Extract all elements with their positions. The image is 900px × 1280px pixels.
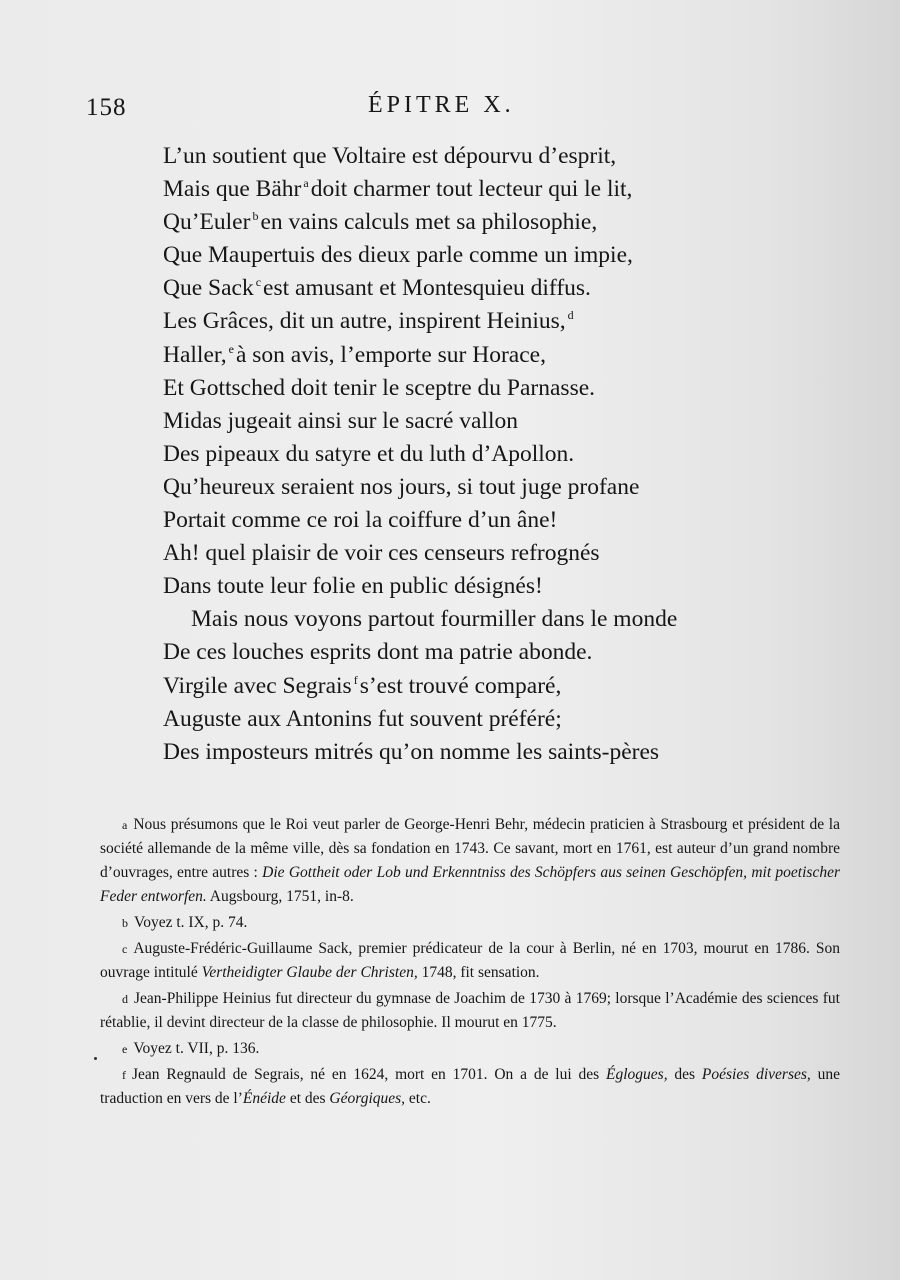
footnote-text: Jean Regnauld de Segrais, né en 1624, mort en 1701. On a de lui des — [132, 1066, 607, 1083]
verse-text: en vains calculs met sa philosophie, — [260, 209, 598, 236]
footnote-f — [100, 1063, 840, 1111]
page-header — [0, 92, 900, 128]
verse-line — [163, 670, 863, 703]
footnote-reference[interactable]: b — [252, 209, 259, 224]
verse-text: Haller, — [163, 341, 227, 368]
page-number: 158 — [86, 94, 127, 121]
verse-text: Des imposteurs mitrés qu’on nomme les saints-pères — [163, 738, 660, 765]
footnote-b — [100, 911, 840, 935]
verse-line — [163, 703, 863, 736]
verse-line — [163, 140, 863, 173]
footnote-d — [100, 987, 840, 1035]
verse-text: Ah! quel plaisir de voir ces censeurs refrognés — [163, 540, 600, 567]
verse-text: Que Maupertuis des dieux parle comme un impie, — [163, 242, 633, 269]
verse-line — [163, 438, 863, 471]
verse-text: Virgile avec Segrais — [163, 672, 352, 699]
footnote-a — [100, 813, 840, 909]
verse-text: Dans toute leur folie en public désignés! — [163, 573, 543, 600]
verse-line — [163, 372, 863, 405]
verse-line — [163, 239, 863, 272]
poem-verse — [163, 140, 863, 769]
footnote-marker: e — [122, 1042, 128, 1056]
verse-text: Auguste aux Antonins fut souvent préféré; — [163, 705, 562, 732]
verse-text: Qu’Euler — [163, 209, 251, 236]
verse-line — [163, 405, 863, 438]
footnote-text: une traduction en vers de l’ — [100, 1066, 840, 1107]
verse-text: Portait comme ce roi la coiffure d’un âne! — [163, 507, 558, 534]
footnote-title-italic: Die Gottheit oder Lob und Erkenntniss des Schöpfers aus seinen Geschöpfen, mit poetischer Feder entworfen. — [100, 864, 840, 905]
verse-text: s’est trouvé comparé, — [359, 672, 562, 699]
footnote-text: Voyez t. IX, p. 74. — [134, 914, 248, 931]
footnote-text: Auguste-Frédéric-Guillaume Sack, premier prédicateur de la cour à Berlin, né en 1703, mourut en 1786. Son ouvrage intitulé — [100, 940, 840, 981]
footnote-title-italic: Vertheidigter Glaube der Christen, — [201, 964, 418, 981]
verse-line — [163, 504, 863, 537]
footnote-marker: d — [122, 992, 128, 1006]
footnote-reference[interactable]: a — [303, 176, 309, 191]
verse-line — [163, 603, 863, 636]
footnote-e — [100, 1037, 840, 1061]
verse-line — [163, 471, 863, 504]
verse-line — [163, 206, 863, 239]
footnote-reference[interactable]: e — [228, 341, 234, 356]
footnote-title-italic: Énéide — [242, 1090, 286, 1107]
footnote-text: 1748, fit sensation. — [417, 964, 540, 981]
footnote-marker: a — [122, 818, 128, 832]
verse-line — [163, 537, 863, 570]
footnote-marker: b — [122, 916, 128, 930]
footnote-text: Nous présumons que le Roi veut parler de George-Henri Behr, médecin praticien à Strasbourg et président de la société allemande de la même ville, dès sa fondation en 1743. Ce savant, mort en 1761, est auteur d’un grand nombre d’ouvrages, entre autres : — [100, 816, 840, 881]
footnote-text: Augsbourg, 1751, in-8. — [206, 888, 354, 905]
footnote-marker: f — [122, 1068, 126, 1082]
verse-line — [163, 173, 863, 206]
verse-line — [163, 636, 863, 669]
footnote-title-italic: Géorgiques, — [329, 1090, 406, 1107]
footnote-text: etc. — [405, 1090, 431, 1107]
verse-text: Que Sack — [163, 275, 254, 302]
verse-line — [163, 305, 863, 338]
footnote-reference[interactable]: c — [255, 275, 262, 290]
verse-line — [163, 272, 863, 305]
verse-text: Mais que Bähr — [163, 176, 302, 203]
footnote-text: Jean-Philippe Heinius fut directeur du gymnase de Joachim de 1730 à 1769; lorsque l’Académie des sciences fut rétablie, il devint directeur de la classe de philosophie. Il mourut en 1775. — [100, 990, 840, 1031]
verse-text: à son avis, l’emporte sur Horace, — [235, 341, 546, 368]
verse-text: Des pipeaux du satyre et du luth d’Apollon. — [163, 440, 575, 467]
verse-text: est amusant et Montesquieu diffus. — [263, 275, 591, 302]
verse-text: Midas jugeait ainsi sur le sacré vallon — [163, 407, 519, 434]
verse-line — [163, 339, 863, 372]
footnote-text: et des — [285, 1090, 330, 1107]
verse-line — [163, 736, 863, 769]
running-title: ÉPITRE X. — [368, 92, 515, 118]
footnote-c — [100, 937, 840, 985]
verse-text: Les Grâces, dit un autre, inspirent Heinius, — [163, 308, 566, 335]
print-speck — [94, 1057, 97, 1060]
verse-text: Mais nous voyons partout fourmiller dans le monde — [191, 606, 678, 633]
footnote-marker: c — [122, 942, 128, 956]
footnote-text: des — [667, 1066, 702, 1083]
footnote-title-italic: Églogues, — [606, 1066, 668, 1083]
footnote-title-italic: Poésies diverses, — [701, 1066, 811, 1083]
footnotes — [100, 813, 840, 1113]
verse-line — [163, 570, 863, 603]
verse-text: doit charmer tout lecteur qui le lit, — [310, 176, 633, 203]
verse-text: De ces louches esprits dont ma patrie abonde. — [163, 639, 593, 666]
verse-text: Qu’heureux seraient nos jours, si tout juge profane — [163, 473, 640, 500]
footnote-reference[interactable]: f — [353, 672, 358, 687]
verse-text: L’un soutient que Voltaire est dépourvu d’esprit, — [163, 143, 617, 169]
footnote-text: Voyez t. VII, p. 136. — [133, 1040, 260, 1057]
footnote-reference[interactable]: d — [567, 308, 574, 323]
verse-text: Et Gottsched doit tenir le sceptre du Parnasse. — [163, 374, 596, 401]
